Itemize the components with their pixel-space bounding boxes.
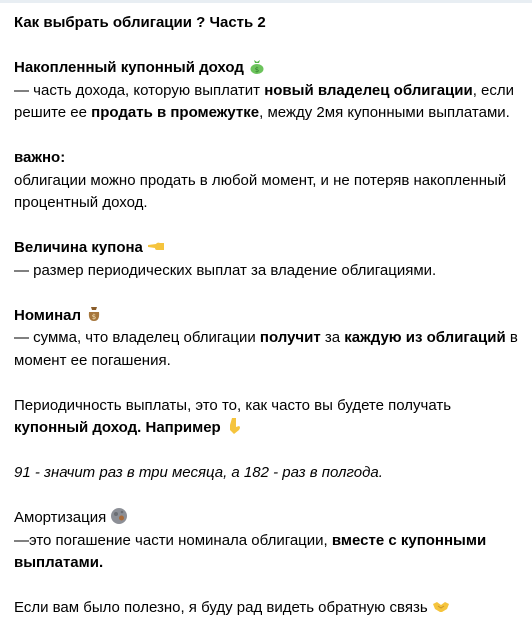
accrued-coupon-bold-1: новый владелец облигации — [264, 81, 473, 99]
accrued-coupon-bold-2: продать в промежутке — [91, 104, 260, 121]
svg-text:$: $ — [254, 66, 260, 74]
feedback-text: Если вам было полезно, я буду рад видеть обратную связь — [14, 599, 428, 616]
section-nominal — [14, 305, 524, 373]
post-title: Как выбрать облигации ? Часть 2 — [14, 14, 266, 31]
section-feedback — [14, 597, 524, 620]
section-important — [14, 147, 524, 215]
section-coupon-size — [14, 237, 524, 282]
moon-rock-icon — [110, 507, 128, 525]
top-divider — [0, 0, 532, 3]
important-heading: важно: — [14, 149, 66, 166]
nominal-text-3: в момент ее погашения. — [14, 329, 518, 369]
accrued-coupon-text-2: , если решите ее — [14, 81, 515, 121]
money-bag-sack-icon — [85, 305, 103, 323]
amortization-heading: Амортизация — [14, 509, 107, 526]
example-italic: 91 - значит раз в три месяца, а 182 - раз в полгода. — [14, 464, 383, 481]
amortization-text: —это погашение части номинала облигации, — [14, 531, 332, 549]
pointing-down-hand-icon — [225, 417, 243, 435]
coupon-size-text: — размер периодических выплат за владение облигациями. — [14, 261, 437, 279]
handshake-icon — [432, 597, 450, 615]
section-payment-frequency — [14, 395, 524, 440]
payment-frequency-text: Периодичность выплаты, это то, как часто вы будете получать — [14, 396, 452, 414]
nominal-text-2: за — [320, 329, 345, 346]
pointing-left-hand-icon — [147, 237, 165, 255]
svg-text:$: $ — [91, 312, 97, 321]
amortization-bold: вместе с купонными выплатами. — [14, 531, 487, 571]
money-bag-icon — [248, 57, 266, 75]
nominal-bold-1: получит — [259, 329, 321, 346]
accrued-coupon-text-1: — часть дохода, которую выплатит — [14, 81, 265, 99]
message-post — [14, 12, 524, 620]
accrued-coupon-heading: Накопленный купонный доход — [14, 59, 244, 76]
section-amortization — [14, 507, 524, 575]
nominal-text-1: — сумма, что владелец облигации — [14, 329, 260, 346]
coupon-size-heading: Величина купона — [14, 239, 143, 256]
accrued-coupon-text-3: , между 2мя купонными выплатами. — [259, 104, 510, 121]
payment-frequency-bold: купонный доход. Например — [14, 419, 221, 436]
section-accrued-coupon — [14, 57, 524, 125]
nominal-bold-2: каждую из облигаций — [344, 329, 506, 346]
nominal-heading: Номинал — [14, 306, 82, 324]
important-text: облигации можно продать в любой момент, и не потеряв накопленный процентный доход. — [14, 171, 507, 211]
